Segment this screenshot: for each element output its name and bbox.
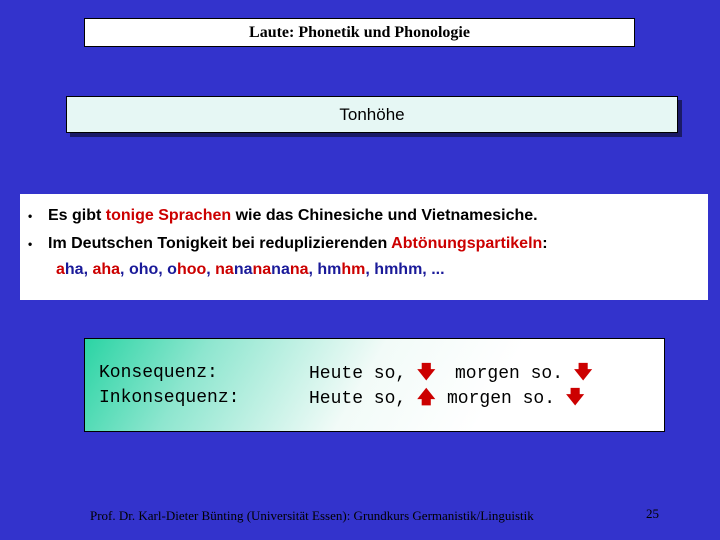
- slide-title: Laute: Phonetik und Phonologie: [84, 18, 635, 47]
- arrow-up-icon: 🡅: [417, 387, 436, 408]
- example-part: hm: [341, 261, 366, 278]
- bullet-text-part: wie das Chinesiche und Vietnamesiche.: [231, 207, 538, 224]
- highlight-term: tonige Sprachen: [105, 207, 232, 224]
- bullet-text-part: :: [542, 235, 548, 252]
- footer-credit: Prof. Dr. Karl-Dieter Bünting (Universität Essen): Grundkurs Germanistik/Linguistik: [90, 508, 534, 523]
- example-part: na: [271, 261, 290, 278]
- example-part: ha: [101, 261, 121, 278]
- example-part: na: [252, 261, 272, 278]
- consequence-examples: [84, 338, 665, 432]
- phrase-b: [447, 386, 584, 411]
- example-part: , hm: [365, 261, 399, 278]
- phrase-text: Heute so,: [309, 364, 407, 384]
- arrow-down-icon: 🡇: [417, 362, 436, 383]
- bullet-text: [48, 234, 548, 254]
- phrase-text: Heute so,: [309, 389, 407, 409]
- bullet-text-part: Es gibt: [48, 207, 106, 224]
- example-part: hm, ...: [398, 261, 445, 278]
- consequence-label: Konsequenz:: [99, 363, 218, 383]
- example-part: na: [289, 261, 309, 278]
- example-part: hoo: [176, 261, 207, 278]
- example-part: na: [215, 261, 234, 278]
- particle-examples: [56, 260, 708, 280]
- footer: [0, 508, 720, 528]
- phrase-text: morgen so.: [455, 364, 564, 384]
- bullet-item: [28, 234, 708, 262]
- phrase-a: [309, 361, 436, 386]
- example-part: a: [56, 261, 65, 278]
- phrase-a: [309, 386, 436, 411]
- bullet-marker: •: [28, 237, 33, 251]
- example-part: a: [92, 261, 102, 278]
- example-part: ,: [206, 261, 216, 278]
- highlight-term: Abtönungspartikeln: [391, 235, 543, 252]
- phrase-text: morgen so.: [447, 389, 556, 409]
- page-number: 25: [646, 506, 659, 521]
- arrow-down-icon: 🡇: [565, 387, 585, 408]
- bullet-marker: •: [28, 209, 33, 223]
- bullet-text: [48, 206, 538, 226]
- phrase-b: [455, 361, 592, 386]
- example-part: , hm: [308, 261, 342, 278]
- bullet-item: [28, 206, 708, 234]
- arrow-down-icon: 🡇: [573, 362, 593, 383]
- example-part: , o: [120, 261, 139, 278]
- example-part: ha,: [64, 261, 93, 278]
- example-part: ho, o: [138, 261, 177, 278]
- bullet-list: [20, 194, 708, 300]
- example-part: na: [233, 261, 253, 278]
- topic-heading: Tonhöhe: [66, 96, 678, 133]
- bullet-text-part: Im Deutschen Tonigkeit bei reduplizierenden: [48, 235, 392, 252]
- inconsequence-label: Inkonsequenz:: [99, 388, 240, 408]
